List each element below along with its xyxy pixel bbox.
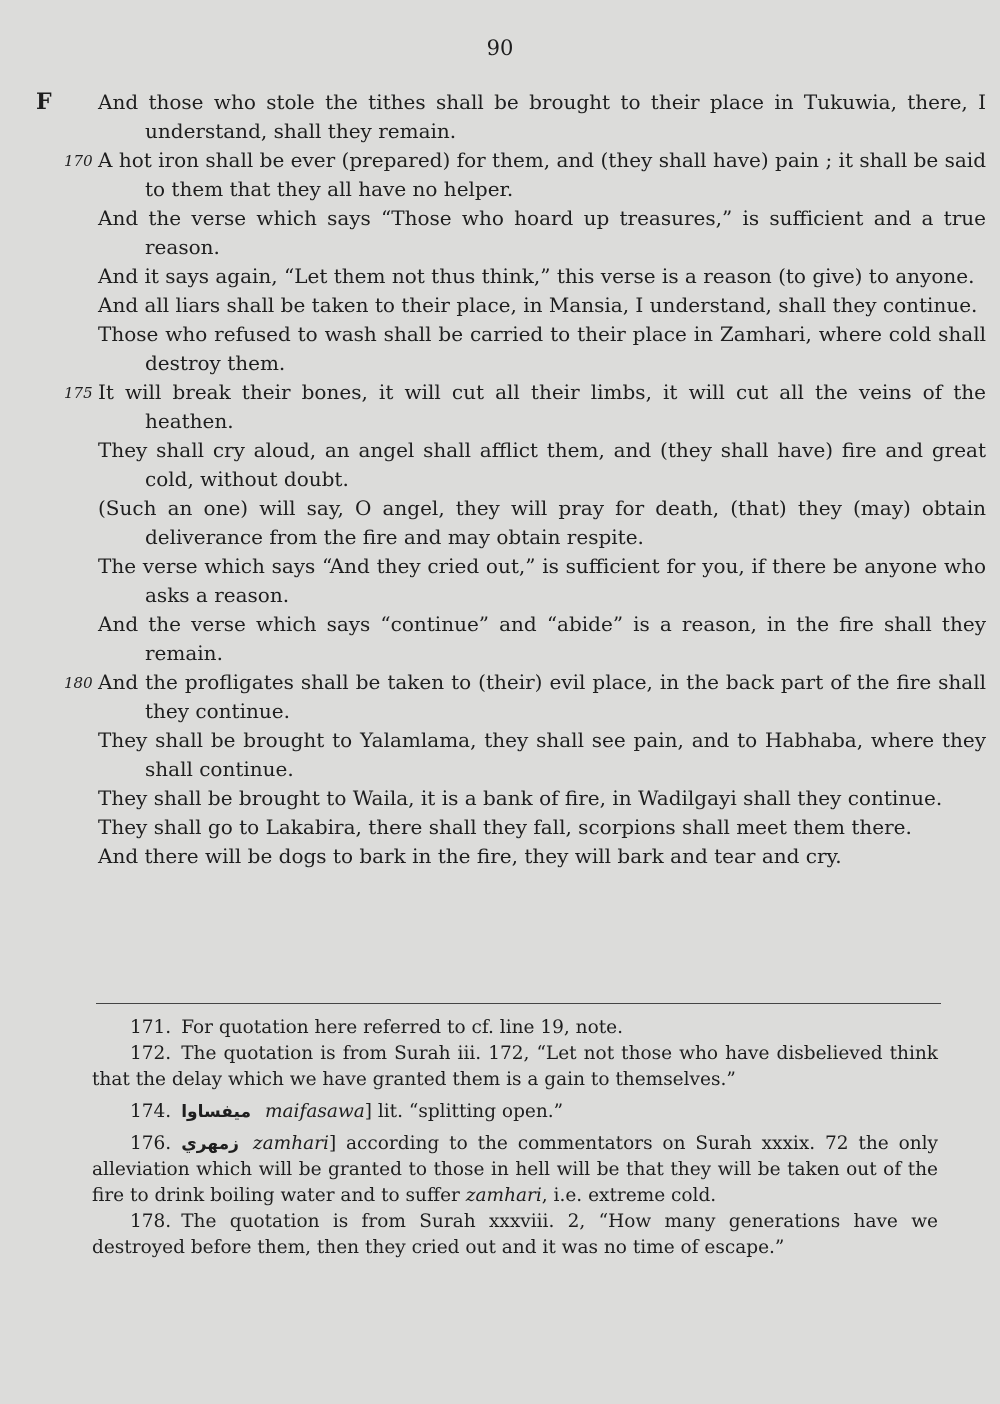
- verse-text: And those who stole the tithes shall be brought to their place in Tukuwia, there, I understand, shall they remain.: [98, 90, 986, 143]
- verse-text: It will break their bones, it will cut all their limbs, it will cut all the veins of the heathen.: [98, 380, 986, 433]
- verse-text: The verse which says “And they cried out,” is sufficient for you, if there be anyone who asks a reason.: [98, 554, 986, 607]
- verse-text: And the profligates shall be taken to (their) evil place, in the back part of the fire shall they continue.: [98, 670, 986, 723]
- verse-text: They shall be brought to Waila, it is a bank of fire, in Wadilgayi shall they continue.: [98, 786, 943, 810]
- footnote: [92, 1131, 938, 1209]
- footnote-number: 176.: [130, 1133, 172, 1154]
- footnote: [92, 1041, 938, 1093]
- footnote-divider: [96, 1003, 941, 1004]
- verse-line: [0, 146, 1000, 204]
- transliterated-term: maifasawa: [264, 1101, 365, 1122]
- verse-list: [0, 88, 1000, 871]
- footnote-text: ] according to the commentators on Surah xxxix. 72 the only alleviation which will be granted to those in hell will be that they will be taken out of the fire to drink boiling water and to suffer: [92, 1133, 938, 1206]
- footnote: [92, 1209, 938, 1261]
- verse-text: And the verse which says “continue” and “abide” is a reason, in the fire shall they remain.: [98, 612, 986, 665]
- verse-text: And the verse which says “Those who hoard up treasures,” is sufficient and a true reason.: [98, 206, 986, 259]
- verse-line: [0, 610, 1000, 668]
- verse-line: [0, 494, 1000, 552]
- footnote-number: 172.: [130, 1043, 172, 1064]
- verse-text: Those who refused to wash shall be carried to their place in Zamhari, where cold shall destroy them.: [98, 322, 986, 375]
- arabic-term: ميفساوا: [181, 1102, 251, 1122]
- verse-line: [0, 436, 1000, 494]
- footnote-number: 174.: [130, 1101, 172, 1122]
- footnote: [92, 1015, 938, 1041]
- verse-text: A hot iron shall be ever (prepared) for them, and (they shall have) pain ; it shall be said to them that they all have no helper.: [98, 148, 986, 201]
- verse-text: They shall cry aloud, an angel shall afflict them, and (they shall have) fire and great cold, without doubt.: [98, 438, 986, 491]
- footnote-number: 178.: [130, 1211, 172, 1232]
- verse-line: [0, 726, 1000, 784]
- verse-line: [0, 262, 1000, 291]
- verse-text: They shall go to Lakabira, there shall they fall, scorpions shall meet them there.: [98, 815, 912, 839]
- verse-line: [0, 784, 1000, 813]
- transliterated-term: zamhari: [252, 1133, 329, 1154]
- footnote-number: 171.: [130, 1017, 172, 1038]
- line-number: 180: [64, 674, 93, 692]
- footnote-text: ] lit. “splitting open.”: [364, 1101, 564, 1122]
- verse-line: [0, 88, 1000, 146]
- verse-text: And all liars shall be taken to their place, in Mansia, I understand, shall they continue.: [98, 293, 978, 317]
- verse-line: [0, 320, 1000, 378]
- verse-line: [0, 378, 1000, 436]
- verse-line: [0, 291, 1000, 320]
- verse-text: They shall be brought to Yalamlama, they shall see pain, and to Habhaba, where they shall continue.: [98, 728, 986, 781]
- footnote: [92, 1099, 938, 1125]
- verse-line: [0, 813, 1000, 842]
- verse-line: [0, 842, 1000, 871]
- footnotes: [0, 1015, 1000, 1261]
- line-number: 170: [64, 152, 93, 170]
- verse-line: [0, 204, 1000, 262]
- transliterated-term: zamhari: [465, 1185, 542, 1206]
- verse-line: [0, 668, 1000, 726]
- verse-text: (Such an one) will say, O angel, they will pray for death, (that) they (may) obtain deliverance from the fire and may obtain respite.: [98, 496, 986, 549]
- section-mark: F: [36, 89, 52, 115]
- page-number: 90: [486, 36, 514, 60]
- footnote-text: The quotation is from Surah xxxviii. 2, “How many generations have we destroyed before them, then they cried out and it was no time of escape.”: [92, 1211, 938, 1258]
- footnote-text: For quotation here referred to cf. line 19, note.: [181, 1017, 623, 1038]
- verse-text: And there will be dogs to bark in the fire, they will bark and tear and cry.: [98, 844, 842, 868]
- footnote-text: The quotation is from Surah iii. 172, “Let not those who have disbelieved think that the delay which we have granted them is a gain to themselves.”: [92, 1043, 938, 1090]
- verse-line: [0, 552, 1000, 610]
- line-number: 175: [64, 384, 93, 402]
- arabic-term: زمهري: [181, 1134, 239, 1154]
- footnote-text: , i.e. extreme cold.: [541, 1185, 717, 1206]
- verse-text: And it says again, “Let them not thus think,” this verse is a reason (to give) to anyone.: [98, 264, 975, 288]
